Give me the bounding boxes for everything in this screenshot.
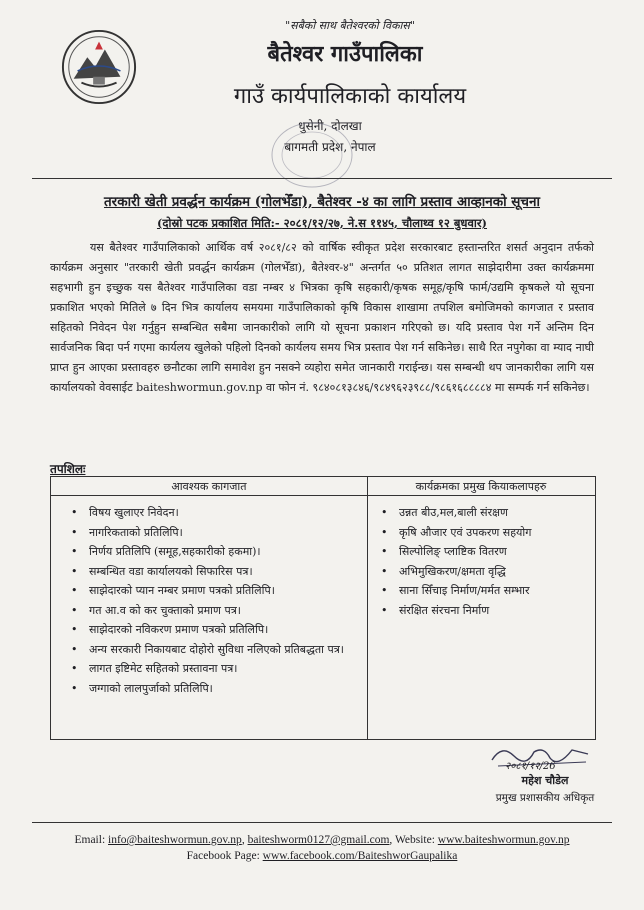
signatory-title: प्रमुख प्रशासकीय अधिकृत xyxy=(495,792,595,804)
bullet-icon: • xyxy=(71,564,78,578)
document-item xyxy=(71,640,351,660)
website-label: Website: xyxy=(394,834,435,846)
column-header-documents: आवश्यक कागजात xyxy=(171,480,247,493)
office-subtitle: गाउँ कार्यपालिकाको कार्यालय xyxy=(233,84,467,109)
activity-item xyxy=(381,562,586,582)
bullet-icon: • xyxy=(381,545,388,558)
document-item xyxy=(71,503,351,523)
bullet-icon: • xyxy=(381,564,388,578)
document-item xyxy=(71,620,351,640)
nepal-emblem-logo xyxy=(60,28,138,106)
document-item xyxy=(71,542,351,562)
document-item-text: निर्णय प्रतिलिपि (समूह,सहकारीको हकमा)। xyxy=(89,545,261,558)
document-item xyxy=(71,581,351,601)
motto: "सबैको साथ बैतेश्वरको विकास" xyxy=(285,19,415,32)
bullet-icon: • xyxy=(71,525,78,539)
notice-title: तरकारी खेती प्रवर्द्धन कार्यक्रम (गोलभेँडा), बैतेश्वर -४ का लागि प्रस्ताव आव्हानको सूचना xyxy=(103,194,540,210)
email-link-2[interactable]: baiteshworm0127@gmail.com xyxy=(247,834,390,846)
document-item xyxy=(71,601,351,621)
activity-item-text: अभिमुखिकरण/क्षमता वृद्धि xyxy=(399,564,506,578)
document-item xyxy=(71,523,351,543)
activity-item xyxy=(381,581,586,601)
header-divider xyxy=(32,178,612,179)
signature-date: २०८१/१२/26 xyxy=(505,761,556,772)
document-item-text: सम्बन्धित वडा कार्यालयको सिफारिस पत्र। xyxy=(89,564,253,578)
bullet-icon: • xyxy=(71,506,78,519)
document-item-text: साझेदारको नविकरण प्रमाण पत्रको प्रतिलिपि। xyxy=(89,623,269,636)
facebook-link[interactable]: www.facebook.com/BaiteshworGaupalika xyxy=(262,850,458,862)
details-table xyxy=(50,476,596,740)
bullet-icon: • xyxy=(381,603,388,617)
website-link[interactable]: www.baiteshwormun.gov.np xyxy=(437,834,570,846)
office-stamp-seal xyxy=(265,115,360,195)
activity-item-text: साना सिँचाइ निर्माण/मर्मत सम्भार xyxy=(399,584,530,597)
address-line-1: धुसेनी, दोलखा xyxy=(298,119,362,133)
notice-body-paragraph: यस बैतेश्वर गाउँपालिकाको आर्थिक वर्ष २०८१/८२ को वार्षिक स्वीकृत प्रदेश सरकारबाट हस्तान्तरित शसर्त अनुदान तर्फको कार्यक्रम अनुसार "तरकारी खेती प्रवर्द्धन कार्यक्रम (गोलभेँडा), बैतेश्वर-४" अन्तर्गत ५० प्रतिशत लागत साझेदारीमा उक्त कार्यक्रममा सहभागी हुन इच्छुक यस बैतेश्वर गाउँपालिका वडा नम्बर ४ भित्रका कृषि सहकारी/कृषक समूह/कृषि फार्म/उद्यमि कृषकले यो सूचना प्रकाशित भएको मितिले ७ दिन भित्र कार्यालय समयमा गाउँपालिकाको कृषि विकास शाखामा तपशिल बमोजिमको कागजात र प्रस्ताव सहितको निवेदन पेश गर्नुहुन सम्बन्धित सबैमा जानकारीको लागि यो सूचना प्रकाशन गरिएको छ। यदि प्रस्ताव पेश गर्ने अन्तिम दिन सार्वजनिक बिदा पर्न गएमा कार्यलय खुलेको पहिलो दिनको कार्यलय समय भित्र प्रस्ताव पेश गर्न सकिनेछ। साथै रित नपुगेका वा म्याद नाघी प्राप्त हुन आएका प्रस्तावहरु छनौटका लागि समावेश हुन नसक्ने व्यहोरा समेत जानकारी गराईन्छ। यस सम्बन्धी थप जानकारीका लागि यस कार्यालयको वेवसाईट baiteshwormun.gov.np वा फोन नं. ९८४०८१३८४६/९८४९६२३९८८/९८६१६८८८८४ मा सम्पर्क गर्न सकिनेछ। xyxy=(50,241,594,394)
document-item-text: विषय खुलाएर निवेदन। xyxy=(89,506,179,519)
address-line-2: बागमती प्रदेश, नेपाल xyxy=(284,140,376,154)
bullet-icon: • xyxy=(71,681,78,695)
footer-line-2 xyxy=(32,848,612,864)
document-item-text: अन्य सरकारी निकायबाट दोहोरो सुविधा नलिएको प्रतिबद्धता पत्र। xyxy=(89,642,344,656)
document-item-text: लागत इष्टिमेट सहितको प्रस्तावना पत्र। xyxy=(89,662,238,675)
notice-body xyxy=(50,238,594,398)
table-column-divider xyxy=(367,477,368,739)
bullet-icon: • xyxy=(381,525,388,539)
document-item-text: साझेदारको प्यान नम्बर प्रमाण पत्रको प्रतिलिपि। xyxy=(89,584,275,597)
bullet-icon: • xyxy=(71,623,78,636)
signatory-name: महेश चौडेल xyxy=(521,774,569,787)
footer-line-1: Email: info@baiteshwormun.gov.np, baiteshworm0127@gmail.com, Website: www.baiteshwormun.gov.np xyxy=(74,834,570,846)
bullet-icon: • xyxy=(71,662,78,675)
bullet-icon: • xyxy=(71,603,78,617)
table-header-divider xyxy=(51,495,595,496)
document-item-text: गत आ.व को कर चुक्ताको प्रमाण पत्र। xyxy=(89,603,241,617)
document-item xyxy=(71,562,351,582)
column-header-activities: कार्यक्रमका प्रमुख कियाकलापहरु xyxy=(415,480,547,493)
email-link-1[interactable]: info@baiteshwormun.gov.np xyxy=(108,834,242,846)
activity-item-text: कृषि औजार एवं उपकरण सहयोग xyxy=(399,525,532,539)
activity-item xyxy=(381,523,586,543)
activity-item-text: उन्नत बीउ,मल,बाली संरक्षण xyxy=(399,506,508,519)
documents-list xyxy=(71,503,351,698)
bullet-icon: • xyxy=(71,584,78,597)
bullet-icon: • xyxy=(71,642,78,656)
office-name: बैतेश्वर गाउँपालिका xyxy=(267,41,423,67)
facebook-label: Facebook Page: xyxy=(186,850,260,862)
footer-divider xyxy=(32,822,612,823)
activity-item xyxy=(381,601,586,621)
document-item xyxy=(71,679,351,699)
document-item-text: जग्गाको लालपुर्जाको प्रतिलिपि। xyxy=(89,681,213,695)
bullet-icon: • xyxy=(381,584,388,597)
details-heading: तपशिलः xyxy=(50,462,86,476)
document-item-text: नागरिकताको प्रतिलिपि। xyxy=(89,525,183,539)
activity-item xyxy=(381,542,586,562)
activities-list xyxy=(381,503,586,620)
bullet-icon: • xyxy=(381,506,388,519)
email-label: Email: xyxy=(74,834,106,846)
document-item xyxy=(71,659,351,679)
bullet-icon: • xyxy=(71,545,78,558)
activity-item-text: सिल्पोलिङ् प्लाष्टिक वितरण xyxy=(399,545,507,558)
footer-contact xyxy=(32,832,612,864)
activity-item-text: संरक्षित संरचना निर्माण xyxy=(399,603,490,617)
activity-item xyxy=(381,503,586,523)
publish-date-line: (दोस्रो पटक प्रकाशित मिति:- २०८१/१२/२७, ने.स ११४५, चौलाथ्व १२ बुधवार) xyxy=(156,216,488,230)
